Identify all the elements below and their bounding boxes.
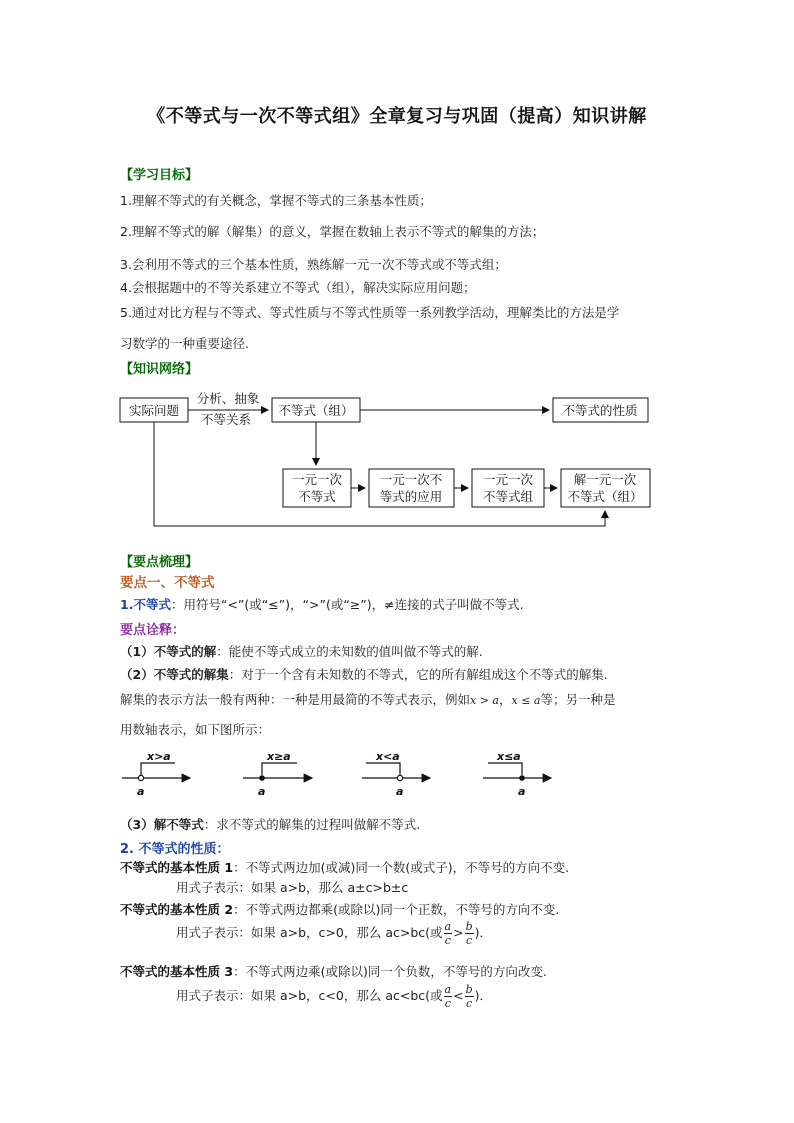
property1-label: 不等式的基本性质 1 [120,860,234,875]
goal-item: 2.理解不等式的解（解集）的意义，掌握在数轴上表示不等式的解集的方法； [120,224,545,239]
frac-num: a [444,983,452,996]
axis-label-3: x<a [376,750,400,763]
open-dot-1 [138,775,143,780]
property2-formula: 用式子表示：如果 a>b，c>0，那么 ac>bc(或 [176,925,443,940]
example-2: x ≤ a [511,694,541,707]
fraction-b-over-c [465,983,474,1010]
point2-heading: 2. 不等式的性质： [120,842,230,857]
def-text: ：用符号“<”(或“≤”)，“>”(或“≥”)，≠连接的式子叫做不等式. [170,597,524,612]
open-dot-3 [397,775,402,780]
axis-label-4: x≤a [497,750,521,763]
point-label-1: a [137,785,145,798]
property2-text: ：不等式两边都乘(或除以)同一个正数，不等号的方向不变. [233,902,560,917]
property1-formula: 用式子表示：如果 a>b，那么 a±c>b±c [176,880,409,895]
fraction-a-over-c [444,920,453,947]
section-header-points: 【要点梳理】 [120,555,199,570]
property3-text: ：不等式两边乘(或除以)同一个负数，不等号的方向改变. [233,964,547,979]
sol-label: （1）不等式的解 [120,644,217,659]
label-properties: 不等式的性质 [562,403,638,418]
frac-den: c [444,934,451,947]
axis-label-1: x>a [147,750,171,763]
repr-text-b: 等；另一种是 [540,692,616,707]
label-practical: 实际问题 [128,403,180,418]
repr-line2: 用数轴表示，如下图所示： [120,722,271,737]
label-app-2: 等式的应用 [379,489,443,504]
section-header-goals: 【学习目标】 [120,168,199,183]
goal-item: 4.会根据题中的不等关系建立不等式（组），解决实际应用问题； [120,280,476,295]
frac-den: c [466,934,473,947]
number-line-figures [0,745,794,800]
property3-label: 不等式的基本性质 3 [120,964,234,979]
relation: > [453,925,464,940]
range-bracket-3 [366,763,400,775]
label-relation: 不等关系 [200,412,252,427]
explain-label: 要点诠释： [120,623,186,638]
label-solve-2: 不等式（组） [567,489,643,504]
label-app-1: 一元一次不 [379,472,443,487]
range-bracket-2 [262,763,297,775]
sol-text: ：能使不等式成立的未知数的值叫做不等式的解. [216,644,483,659]
goal-item: 1.理解不等式的有关概念，掌握不等式的三条基本性质； [120,193,432,208]
knowledge-network-diagram [0,380,794,540]
property2-label: 不等式的基本性质 2 [120,902,234,917]
point-label-2: a [258,785,266,798]
label-sys-2: 不等式组 [482,489,534,504]
def-label: 1.不等式 [120,597,171,612]
section-header-network: 【知识网络】 [120,362,199,377]
closed-dot-2 [259,775,265,781]
set-label: （2）不等式的解集 [120,667,229,682]
label-solve-1: 解一元一次 [573,472,637,487]
fraction-a-over-c [444,983,453,1010]
sep: ， [499,692,512,707]
frac-num: b [465,920,473,933]
property3-formula: 用式子表示：如果 a>b，c<0，那么 ac<bc(或 [176,988,443,1003]
label-inequality: 不等式（组） [278,403,354,418]
page-title: 《不等式与一次不等式组》全章复习与巩固（提高）知识讲解 [147,106,647,127]
label-sys-1: 一元一次 [482,472,534,487]
set-text: ：对于一个含有未知数的不等式，它的所有解组成这个不等式的解集. [228,667,608,682]
point-label-4: a [518,785,526,798]
label-linear-2: 不等式 [298,489,336,504]
closed-dot-4 [519,775,525,781]
relation: < [453,988,464,1003]
label-linear-1: 一元一次 [291,472,343,487]
frac-num: b [465,983,473,996]
fraction-b-over-c [465,920,474,947]
frac-den: c [444,997,451,1010]
frac-num: a [444,920,452,933]
repr-text-a: 解集的表示方法一般有两种：一种是用最简的不等式表示，例如 [120,692,471,707]
point-label-3: a [396,785,404,798]
label-analyze: 分析、抽象 [196,391,260,406]
range-bracket-1 [141,763,175,775]
goal-item: 5.通过对比方程与不等式、等式性质与不等式性质等一系列教学活动，理解类比的方法是学 [120,305,620,320]
property1-text: ：不等式两边加(或减)同一个数(或式子)，不等号的方向不变. [233,860,570,875]
range-bracket-4 [488,763,522,775]
example-1: x > a [470,694,499,707]
formula-end: )． [474,988,492,1003]
goal-item: 3.会利用不等式的三个基本性质，熟练解一元一次不等式或不等式组； [120,257,507,272]
frac-den: c [466,997,473,1010]
goal-item: 习数学的一种重要途径. [120,336,249,351]
formula-end: )． [474,925,492,940]
point1-heading: 要点一、不等式 [120,575,215,591]
axis-label-2: x≥a [267,750,291,763]
solve-label: （3）解不等式 [120,817,204,832]
solve-text: ：求不等式的解集的过程叫做解不等式. [203,817,421,832]
